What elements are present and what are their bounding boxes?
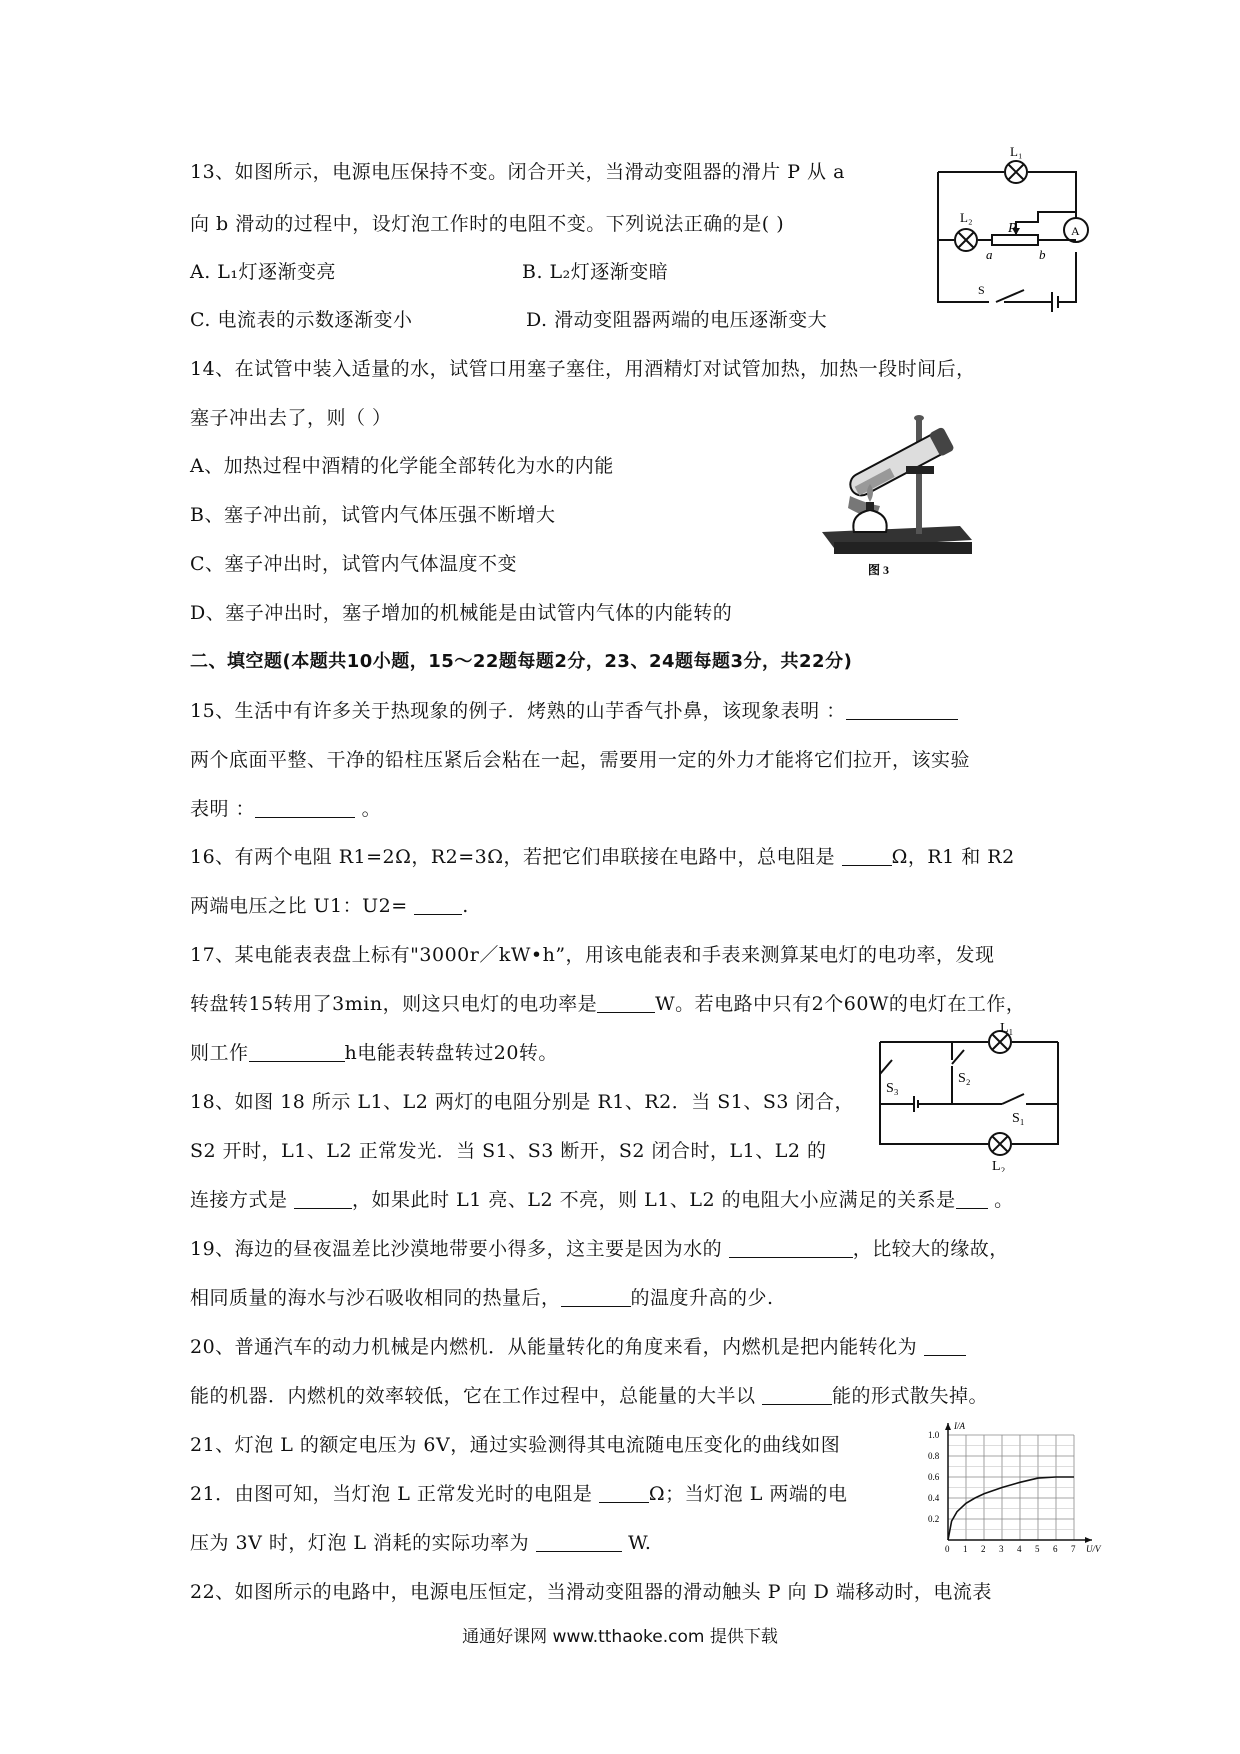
q14-option-b: B、塞子冲出前，试管内气体压强不断增大 bbox=[190, 504, 556, 526]
section-heading-fill-in: 二、填空题(本题共10小题，15～22题每题2分，23、24题每题3分，共22分) bbox=[190, 651, 853, 672]
fig-l2-label: L₂ bbox=[960, 210, 973, 225]
q13-option-d: D. 滑动变阻器两端的电压逐渐变大 bbox=[526, 309, 828, 331]
fig18-s3-label: S₃ bbox=[886, 1081, 899, 1096]
q17-blank-1[interactable] bbox=[597, 994, 655, 1013]
q15-line2: 两个底面平整、干净的铅柱压紧后会粘在一起，需要用一定的外力才能将它们拉开，该实验 bbox=[190, 749, 971, 771]
q20-line2: 能的机器．内燃机的效率较低，它在工作过程中，总能量的大半以 能的形式散失掉。 bbox=[190, 1385, 989, 1407]
fig-a-label: a bbox=[986, 247, 993, 262]
footer-source: 通通好课网 www.tthaoke.com 提供下载 bbox=[462, 1627, 778, 1647]
fig-switch-label: S bbox=[978, 283, 985, 297]
q16-line2: 两端电压之比 U1：U2= . bbox=[190, 895, 469, 917]
fig18-s1-label: S₁ bbox=[1012, 1111, 1025, 1126]
q13-line1: 13、如图所示，电源电压保持不变。闭合开关，当滑动变阻器的滑片 P 从 a bbox=[190, 161, 845, 183]
q21-blank-2[interactable] bbox=[536, 1533, 622, 1552]
fig3-caption: 图 3 bbox=[868, 563, 890, 577]
fig-l1-label: L₁ bbox=[1010, 144, 1023, 159]
q14-line2: 塞子冲出去了，则（ ） bbox=[190, 407, 392, 429]
chart-x-tick-label: 2 bbox=[981, 1544, 986, 1554]
q17-line1: 17、某电能表表盘上标有"3000r／kW•h”，用该电能表和手表来测算某电灯的电功率，发现 bbox=[190, 944, 995, 966]
fig18-l2-label: L₂ bbox=[992, 1159, 1006, 1172]
chart-x-tick-label: 6 bbox=[1053, 1544, 1058, 1554]
q14-option-c: C、塞子冲出时，试管内气体温度不变 bbox=[190, 553, 518, 575]
q14-option-a: A、加热过程中酒精的化学能全部转化为水的内能 bbox=[190, 455, 614, 477]
q18-circuit-diagram bbox=[872, 1022, 1072, 1172]
q17-blank-2[interactable] bbox=[249, 1043, 345, 1062]
q15-line1: 15、生活中有许多关于热现象的例子．烤熟的山芋香气扑鼻，该现象表明 ： bbox=[190, 699, 958, 723]
q21-blank-1[interactable] bbox=[599, 1484, 649, 1503]
chart-y-tick-label: 0.6 bbox=[928, 1472, 940, 1482]
q22-line1: 22、如图所示的电路中，电源电压恒定，当滑动变阻器的滑动触头 P 向 D 端移动时，电流表 bbox=[190, 1581, 992, 1603]
q17-line2: 转盘转15转用了3min，则这只电灯的电功率是 W。若电路中只有2个60W的电灯在工作， bbox=[190, 993, 1026, 1015]
chart-x-tick-label: 4 bbox=[1017, 1544, 1022, 1554]
q19-blank-1[interactable] bbox=[729, 1239, 853, 1258]
q16-blank-1[interactable] bbox=[842, 847, 892, 866]
chart-y-tick-label: 1.0 bbox=[928, 1430, 940, 1440]
q18-line2: S2 开时，L1、L2 正常发光．当 S1、S3 断开，S2 闭合时，L1、L2 的 bbox=[190, 1140, 827, 1162]
chart-y-tick-label: 0.8 bbox=[928, 1451, 940, 1461]
q15-blank-1[interactable] bbox=[846, 701, 958, 720]
fig-p-label: P bbox=[1008, 221, 1017, 236]
chart-y-arrow bbox=[945, 1423, 951, 1430]
q18-line1: 18、如图 18 所示 L1、L2 两灯的电阻分别是 R1、R2．当 S1、S3 闭合， bbox=[190, 1091, 855, 1113]
q19-line2: 相同质量的海水与沙石吸收相同的热量后， 的温度升高的少. bbox=[190, 1287, 774, 1309]
q15-line3: 表明 ： 。 bbox=[190, 798, 382, 820]
q14-test-tube-figure bbox=[810, 408, 980, 578]
chart-x-tick-label: 3 bbox=[999, 1544, 1004, 1554]
q13-option-c: C. 电流表的示数逐渐变小 bbox=[190, 309, 413, 331]
q14-line1: 14、在试管中装入适量的水，试管口用塞子塞住，用酒精灯对试管加热，加热一段时间后， bbox=[190, 358, 976, 380]
q20-blank-1[interactable] bbox=[924, 1337, 966, 1356]
chart-x-tick-label: 1 bbox=[963, 1544, 968, 1554]
q21-iv-curve-chart bbox=[918, 1412, 1108, 1562]
q13-option-a: A. L₁灯逐渐变亮 bbox=[190, 261, 337, 283]
fig18-s2-label: S₂ bbox=[958, 1071, 971, 1086]
q17-line3: 则工作 h电能表转盘转过20转。 bbox=[190, 1042, 558, 1064]
q19-blank-2[interactable] bbox=[561, 1288, 631, 1307]
q18-line3: 连接方式是 ，如果此时 L1 亮、L2 不亮，则 L1、L2 的电阻大小应满足的关系是 。 bbox=[190, 1189, 1014, 1211]
q14-option-d: D、塞子冲出时，塞子增加的机械能是由试管内气体的内能转的 bbox=[190, 602, 733, 624]
q13-line2: 向 b 滑动的过程中，设灯泡工作时的电阻不变。下列说法正确的是( ) bbox=[190, 213, 785, 235]
chart-x-tick-label: 0 bbox=[945, 1544, 950, 1554]
q20-line1: 20、普通汽车的动力机械是内燃机．从能量转化的角度来看，内燃机是把内能转化为 bbox=[190, 1335, 966, 1359]
fig-ammeter-label: A bbox=[1071, 224, 1080, 238]
chart-y-tick-label: 0.4 bbox=[928, 1493, 940, 1503]
q18-blank-2[interactable] bbox=[956, 1190, 988, 1209]
q21-line1: 21、灯泡 L 的额定电压为 6V，通过实验测得其电流随电压变化的曲线如图 bbox=[190, 1434, 841, 1456]
q21-line3: 压为 3V 时，灯泡 L 消耗的实际功率为 W. bbox=[190, 1532, 652, 1554]
chart-x-tick-label: 5 bbox=[1035, 1544, 1040, 1554]
q16-blank-2[interactable] bbox=[414, 896, 462, 915]
fig-b-label: b bbox=[1039, 247, 1046, 262]
q13-circuit-diagram bbox=[924, 142, 1094, 312]
chart-x-axis-label: U/V bbox=[1086, 1544, 1101, 1554]
q16-line1: 16、有两个电阻 R1=2Ω，R2=3Ω，若把它们串联接在电路中，总电阻是 Ω，R1 和 R2 bbox=[190, 846, 1015, 868]
q13-option-b: B. L₂灯逐渐变暗 bbox=[522, 261, 669, 283]
q18-blank-1[interactable] bbox=[294, 1190, 352, 1209]
fig18-l1-label: L₁ bbox=[1000, 1022, 1014, 1036]
q15-blank-2[interactable] bbox=[255, 799, 355, 818]
q20-blank-2[interactable] bbox=[762, 1386, 832, 1405]
chart-y-axis-label: I/A bbox=[954, 1421, 965, 1431]
chart-y-tick-label: 0.2 bbox=[928, 1514, 940, 1524]
chart-x-tick-label: 7 bbox=[1071, 1544, 1076, 1554]
chart-x-arrow bbox=[1085, 1537, 1092, 1543]
q21-line2: 21．由图可知，当灯泡 L 正常发光时的电阻是 Ω；当灯泡 L 两端的电 bbox=[190, 1483, 848, 1505]
q19-line1: 19、海边的昼夜温差比沙漠地带要小得多，这主要是因为水的 ，比较大的缘故， bbox=[190, 1238, 1009, 1260]
